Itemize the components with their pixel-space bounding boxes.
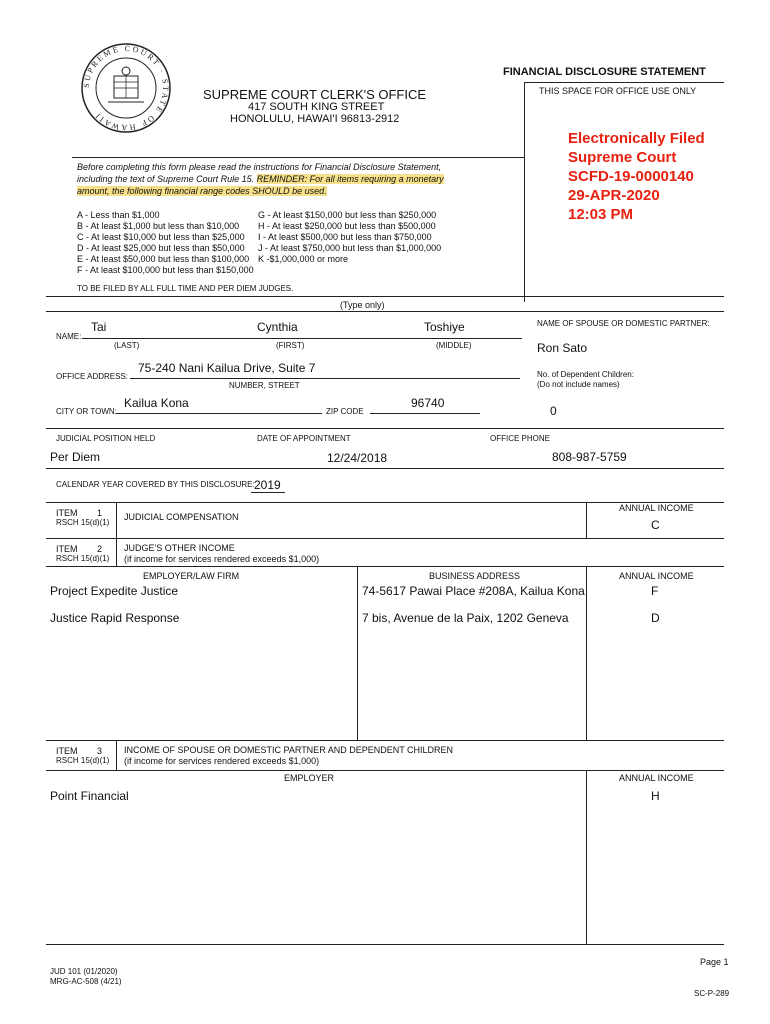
type-only-note: (Type only) — [340, 300, 385, 310]
office-street: 417 SOUTH KING STREET — [248, 101, 385, 113]
position-value[interactable]: Per Diem — [50, 450, 101, 464]
intro-reminder: REMINDER: For all items requiring a monetary — [256, 174, 444, 184]
name-label: NAME: — [56, 332, 82, 341]
middle-label: (MIDDLE) — [436, 341, 472, 350]
code-h: H - At least $250,000 but less than $500,000 — [258, 221, 436, 231]
item2-rule: RSCH 15(d)(1) — [56, 554, 110, 563]
name-first[interactable]: Cynthia — [257, 320, 298, 334]
zip-label: ZIP CODE — [326, 407, 364, 416]
office-use-top — [524, 82, 724, 83]
stamp-time: 12:03 PM — [568, 206, 634, 223]
item1-title: JUDICIAL COMPENSATION — [124, 512, 239, 522]
appointment-label: DATE OF APPOINTMENT — [257, 434, 351, 443]
form-code: SC-P-289 — [694, 989, 730, 998]
code-i: I - At least $500,000 but less than $750,000 — [258, 232, 432, 242]
form-number: JUD 101 (01/2020) — [50, 967, 118, 976]
name-underline — [82, 338, 522, 339]
item2-header-rule — [46, 566, 724, 567]
calendar-label: CALENDAR YEAR COVERED BY THIS DISCLOSURE: — [56, 480, 255, 489]
item1-divider — [116, 502, 117, 538]
filed-by-note: TO BE FILED BY ALL FULL TIME AND PER DIEM JUDGES. — [77, 284, 294, 293]
item3-bottom-rule — [46, 944, 724, 945]
stamp-date: 29-APR-2020 — [568, 187, 660, 204]
item2-label: ITEM — [56, 544, 78, 554]
code-c: C - At least $10,000 but less than $25,000 — [77, 232, 245, 242]
item3-label: ITEM — [56, 746, 78, 756]
stamp-line1: Electronically Filed — [568, 130, 705, 147]
item3-title: INCOME OF SPOUSE OR DOMESTIC PARTNER AND DEPENDENT CHILDREN — [124, 745, 454, 755]
street-sublabel: NUMBER, STREET — [229, 381, 300, 390]
item3-income[interactable]: H — [651, 789, 660, 803]
code-g: G - At least $150,000 but less than $250,000 — [258, 210, 437, 220]
item2-col-divider-2 — [586, 566, 587, 740]
section-rule-2 — [46, 311, 724, 312]
code-d: D - At least $25,000 but less than $50,000 — [77, 243, 245, 253]
address-underline — [130, 378, 520, 379]
item2-bottom-rule — [46, 740, 724, 741]
dependents-label: No. of Dependent Children: — [537, 370, 634, 379]
item3-col-divider — [586, 770, 587, 944]
dependents-note: (Do not include names) — [537, 380, 620, 389]
item2-number: 2 — [97, 544, 103, 554]
code-k: K -$1,000,000 or more — [258, 254, 349, 264]
city-label: CITY OR TOWN: — [56, 407, 117, 416]
zip-underline — [370, 413, 480, 414]
item2-title: JUDGE'S OTHER INCOME — [124, 543, 235, 553]
form-title: FINANCIAL DISCLOSURE STATEMENT — [503, 66, 706, 78]
dependents-count[interactable]: 0 — [550, 404, 557, 418]
section-rule-top — [46, 296, 724, 297]
item2-row1-income[interactable]: F — [651, 584, 659, 598]
item1-number: 1 — [97, 508, 103, 518]
intro-line3-text: amount, the following financial range codes SHOULD be used. — [77, 186, 327, 196]
item2-row2-income[interactable]: D — [651, 611, 660, 625]
section-rule-4 — [46, 468, 724, 469]
item3-subtitle: (if income for services rendered exceeds $1,000) — [124, 756, 320, 766]
item3-divider — [116, 740, 117, 770]
item1-income-divider — [586, 502, 587, 538]
office-use-label: THIS SPACE FOR OFFICE USE ONLY — [539, 86, 697, 96]
intro-line3 — [77, 185, 327, 197]
zip-value[interactable]: 96740 — [411, 396, 445, 410]
name-middle[interactable]: Toshiye — [424, 320, 465, 334]
section-rule-3 — [46, 428, 724, 429]
item2-row2-address[interactable]: 7 bis, Avenue de la Paix, 1202 Geneva — [362, 611, 569, 625]
office-address-value[interactable]: 75-240 Nani Kailua Drive, Suite 7 — [138, 361, 316, 375]
office-address-label: OFFICE ADDRESS: — [56, 372, 129, 381]
code-e: E - At least $50,000 but less than $100,000 — [77, 254, 250, 264]
codes-right-list — [258, 210, 441, 265]
item1-bottom-rule — [46, 538, 724, 539]
item2-subtitle: (if income for services rendered exceeds $1,000) — [124, 554, 320, 564]
city-underline — [116, 413, 322, 414]
year-underline — [251, 492, 285, 493]
office-city: HONOLULU, HAWAI'I 96813-2912 — [230, 113, 400, 125]
office-phone[interactable]: 808-987-5759 — [552, 450, 627, 464]
item3-col-employer: EMPLOYER — [284, 773, 335, 783]
seal-text: SUPREME COURT · STATE OF HAWAII — [81, 43, 171, 133]
spouse-name[interactable]: Ron Sato — [537, 341, 588, 355]
office-name: SUPREME COURT CLERK'S OFFICE — [203, 87, 427, 102]
item3-col-income: ANNUAL INCOME — [619, 773, 694, 783]
code-b: B - At least $1,000 but less than $10,000 — [77, 221, 240, 231]
item3-header-rule — [46, 770, 724, 771]
intro-line2a: including the text of Supreme Court Rule 15. — [77, 174, 255, 184]
item2-col-employer: EMPLOYER/LAW FIRM — [143, 571, 240, 581]
position-label: JUDICIAL POSITION HELD — [56, 434, 156, 443]
item2-row1-employer[interactable]: Project Expedite Justice — [50, 584, 179, 598]
last-label: (LAST) — [114, 341, 140, 350]
page-number: Page 1 — [700, 957, 729, 967]
stamp-case-number: SCFD-19-0000140 — [568, 168, 694, 185]
appointment-date[interactable]: 12/24/2018 — [327, 451, 388, 465]
name-last[interactable]: Tai — [91, 320, 107, 334]
office-use-divider — [524, 82, 525, 302]
first-label: (FIRST) — [276, 341, 305, 350]
item1-label: ITEM — [56, 508, 78, 518]
item3-number: 3 — [97, 746, 103, 756]
code-f: F - At least $100,000 but less than $150,000 — [77, 265, 254, 275]
item1-rule: RSCH 15(d)(1) — [56, 518, 110, 527]
item3-employer[interactable]: Point Financial — [50, 789, 129, 803]
stamp-line2: Supreme Court — [568, 149, 677, 166]
item2-col-income: ANNUAL INCOME — [619, 571, 694, 581]
intro-top-rule — [72, 157, 524, 158]
intro-line1: Before completing this form please read the instructions for Financial Disclosure Statement, — [77, 162, 442, 172]
item1-income-label: ANNUAL INCOME — [619, 503, 694, 513]
city-value[interactable]: Kailua Kona — [124, 396, 189, 410]
code-j: J - At least $750,000 but less than $1,000,000 — [258, 243, 442, 253]
code-a: A - Less than $1,000 — [77, 210, 160, 220]
item2-divider — [116, 538, 117, 566]
form-revision: MRG-AC-508 (4/21) — [50, 977, 122, 986]
phone-label: OFFICE PHONE — [490, 434, 551, 443]
item3-rule: RSCH 15(d)(1) — [56, 756, 110, 765]
court-seal — [80, 42, 172, 134]
intro-line2 — [77, 173, 444, 185]
codes-left-list — [77, 210, 254, 276]
item2-col-divider-1 — [357, 566, 358, 740]
calendar-year[interactable]: 2019 — [254, 478, 281, 492]
item2-row2-employer[interactable]: Justice Rapid Response — [50, 611, 180, 625]
item2-col-address: BUSINESS ADDRESS — [429, 571, 521, 581]
spouse-label: NAME OF SPOUSE OR DOMESTIC PARTNER: — [537, 319, 710, 328]
item2-row1-address[interactable]: 74-5617 Pawai Place #208A, Kailua Kona — [362, 584, 585, 598]
item1-income-value[interactable]: C — [651, 518, 660, 532]
